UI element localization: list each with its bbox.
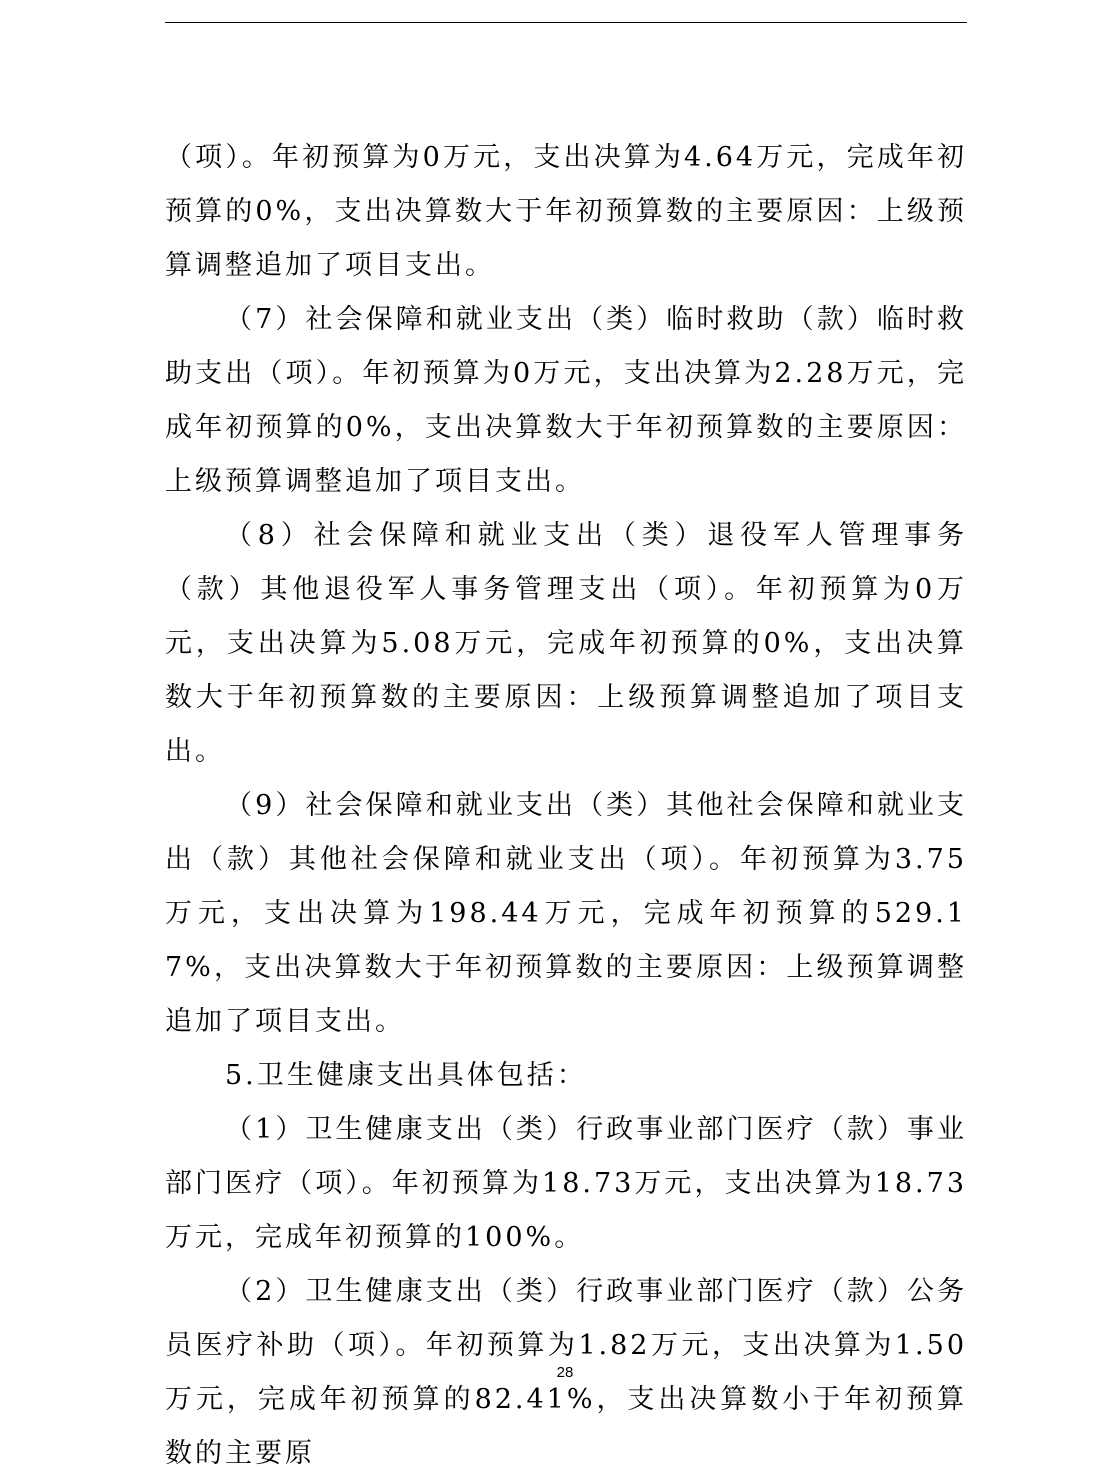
paragraph-item-9: （9）社会保障和就业支出（类）其他社会保障和就业支出（款）其他社会保障和就业支出（项）。年初预算为3.75 万元，支出决算为198.44万元，完成年初预算的529.17%，支出决算数大于年初预算数的主要原因：上级预算调整追加了项目支出。 — [165, 790, 967, 1037]
paragraph-item-7: （7）社会保障和就业支出（类）临时救助（款）临时救助支出（项）。年初预算为0万元，支出决算为2.28万元，完成年初预算的0%，支出决算数大于年初预算数的主要原因：上级预算调整追加了项目支出。 — [165, 304, 967, 497]
paragraph-health-item-1: （1）卫生健康支出（类）行政事业部门医疗（款）事业部门医疗（项）。年初预算为18.73万元，支出决算为18.73万元，完成年初预算的100%。 — [165, 1114, 967, 1253]
page-body — [165, 131, 967, 1481]
paragraph-item-8: （8）社会保障和就业支出（类）退役军人管理事务（款）其他退役军人事务管理支出（项）。年初预算为0万元，支出决算为5.08万元，完成年初预算的0%，支出决算数大于年初预算数的主要原因：上级预算调整追加了项目支出。 — [165, 520, 967, 767]
section-heading-health: 5.卫生健康支出具体包括： — [225, 1060, 587, 1091]
paragraph-health-item-2: （2）卫生健康支出（类）行政事业部门医疗（款）公务员医疗补助（项）。年初预算为1.82万元，支出决算为1.50万元，完成年初预算的82.41%，支出决算数小于年初预算数的主要原 — [165, 1276, 967, 1469]
header-rule — [165, 22, 967, 23]
page-number: 28 — [556, 1364, 574, 1381]
paragraph-continuation: （项）。年初预算为0万元，支出决算为4.64万元，完成年初预算的0%，支出决算数大于年初预算数的主要原因：上级预算调整追加了项目支出。 — [165, 142, 967, 281]
